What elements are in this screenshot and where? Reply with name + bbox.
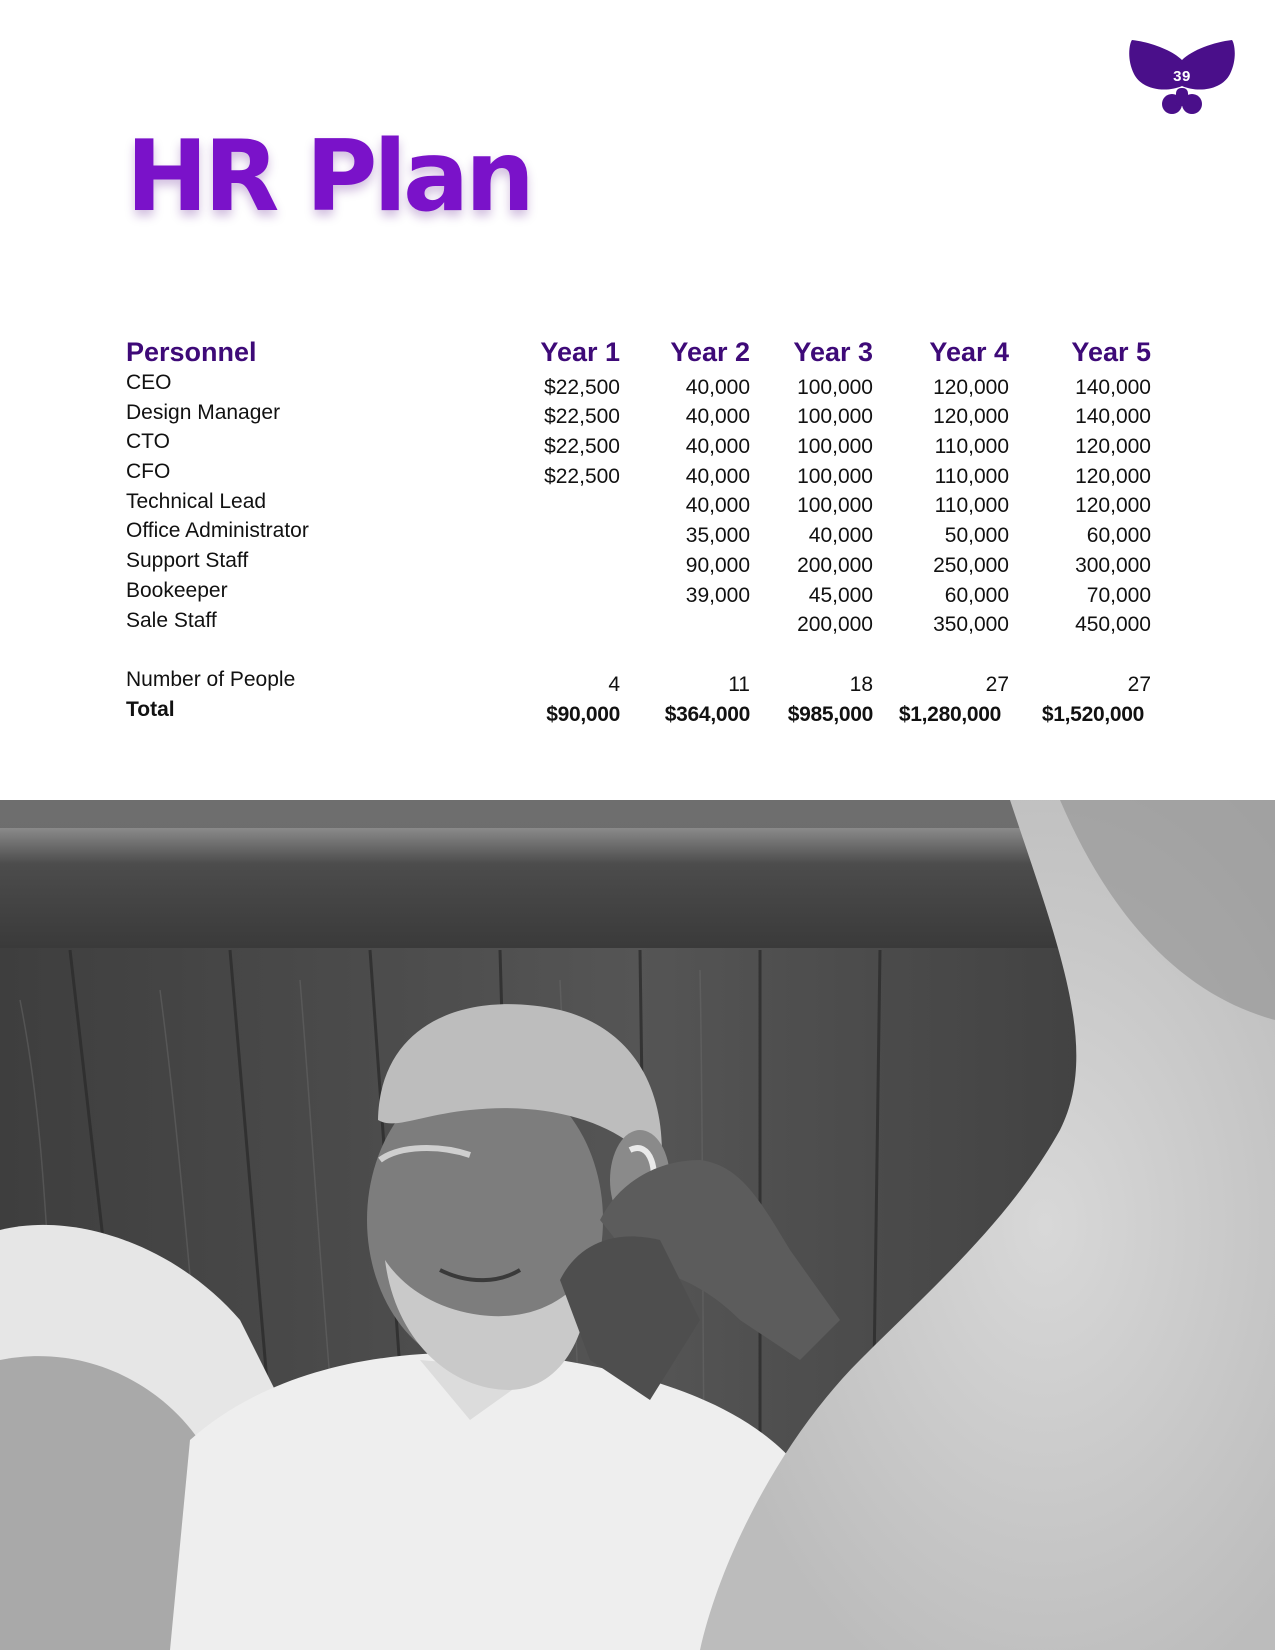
page-number: 39 (1173, 68, 1191, 85)
role-label: Support Staff (126, 549, 249, 573)
salary-cell (496, 489, 620, 519)
people-count-cell: 4 (608, 672, 620, 696)
salary-cell: 300,000 (1075, 553, 1151, 577)
table-row (126, 578, 1151, 608)
header-personnel: Personnel (126, 337, 257, 367)
role-label: CFO (126, 460, 171, 484)
table-row (126, 548, 1151, 578)
total-cell: $985,000 (787, 702, 873, 726)
salary-cell: 120,000 (1075, 494, 1151, 518)
salary-cell: 350,000 (933, 613, 1009, 637)
table-row (126, 400, 1151, 430)
salary-cell: 100,000 (797, 405, 873, 429)
page-badge (1128, 38, 1236, 118)
salary-cell: 140,000 (1075, 405, 1151, 429)
salary-cell: 100,000 (797, 494, 873, 518)
salary-cell: 40,000 (685, 435, 750, 459)
salary-cell: 200,000 (797, 613, 873, 637)
salary-cell: 39,000 (685, 583, 750, 607)
table-row (126, 489, 1151, 519)
salary-cell: 40,000 (685, 405, 750, 429)
table-spacer (126, 637, 1151, 667)
total-label: Total (126, 697, 175, 721)
header-year-2: Year 2 (670, 337, 750, 367)
salary-cell: 110,000 (934, 494, 1009, 518)
role-label: Technical Lead (126, 489, 267, 513)
salary-cell: 60,000 (944, 583, 1009, 607)
total-cell: $1,520,000 (1041, 702, 1144, 726)
role-label: Design Manager (126, 400, 281, 424)
people-count-label: Number of People (126, 668, 296, 692)
salary-cell: 110,000 (934, 464, 1009, 488)
salary-cell: 100,000 (797, 464, 873, 488)
salary-cell: 40,000 (685, 494, 750, 518)
total-cell: $90,000 (546, 702, 620, 726)
people-count-cell: 18 (849, 672, 873, 696)
salary-cell: 50,000 (944, 524, 1009, 548)
table-row (126, 429, 1151, 459)
header-year-3: Year 3 (793, 337, 873, 367)
salary-cell: 100,000 (797, 375, 873, 399)
salary-cell: 60,000 (1086, 524, 1151, 548)
salary-cell (620, 608, 750, 638)
table-row (126, 518, 1151, 548)
hr-plan-table (126, 330, 1151, 727)
header-year-4: Year 4 (929, 337, 1009, 367)
salary-cell: 120,000 (933, 375, 1009, 399)
salary-cell: 450,000 (1075, 613, 1151, 637)
caregiver-photo (0, 800, 1275, 1650)
role-label: Sale Staff (126, 608, 217, 632)
table-row (126, 370, 1151, 400)
salary-cell (496, 608, 620, 638)
salary-cell: 40,000 (685, 375, 750, 399)
total-row (126, 697, 1151, 727)
salary-cell: $22,500 (544, 464, 620, 488)
role-label: CTO (126, 430, 170, 454)
table-header-row (126, 330, 1151, 370)
salary-cell: 45,000 (808, 583, 873, 607)
total-cell: $1,280,000 (898, 702, 1001, 726)
people-count-cell: 27 (985, 672, 1009, 696)
people-count-cell: 27 (1127, 672, 1151, 696)
role-label: Office Administrator (126, 519, 309, 543)
table-row (126, 459, 1151, 489)
salary-cell: 100,000 (797, 435, 873, 459)
table-row (126, 608, 1151, 638)
salary-cell: $22,500 (544, 375, 620, 399)
salary-cell: $22,500 (544, 405, 620, 429)
salary-cell: 40,000 (808, 524, 873, 548)
salary-cell: 90,000 (685, 553, 750, 577)
salary-cell: 40,000 (685, 464, 750, 488)
salary-cell (496, 578, 620, 608)
salary-cell: 200,000 (797, 553, 873, 577)
salary-cell (496, 518, 620, 548)
salary-cell: 110,000 (934, 435, 1009, 459)
role-label: CEO (126, 371, 172, 394)
salary-cell: 35,000 (685, 524, 750, 548)
salary-cell: 70,000 (1086, 583, 1151, 607)
people-count-row (126, 667, 1151, 697)
salary-cell (496, 548, 620, 578)
people-count-cell: 11 (728, 672, 750, 696)
salary-cell: 120,000 (1075, 464, 1151, 488)
page-title: HR Plan (126, 120, 531, 234)
hearing-aid-photo (0, 800, 1275, 1650)
salary-cell: 250,000 (933, 553, 1009, 577)
salary-cell: 140,000 (1075, 375, 1151, 399)
header-year-5: Year 5 (1071, 337, 1151, 367)
header-year-1: Year 1 (540, 337, 620, 367)
salary-cell: 120,000 (1075, 435, 1151, 459)
total-cell: $364,000 (664, 702, 750, 726)
salary-cell: $22,500 (544, 435, 620, 459)
role-label: Bookeeper (126, 578, 228, 602)
salary-cell: 120,000 (933, 405, 1009, 429)
